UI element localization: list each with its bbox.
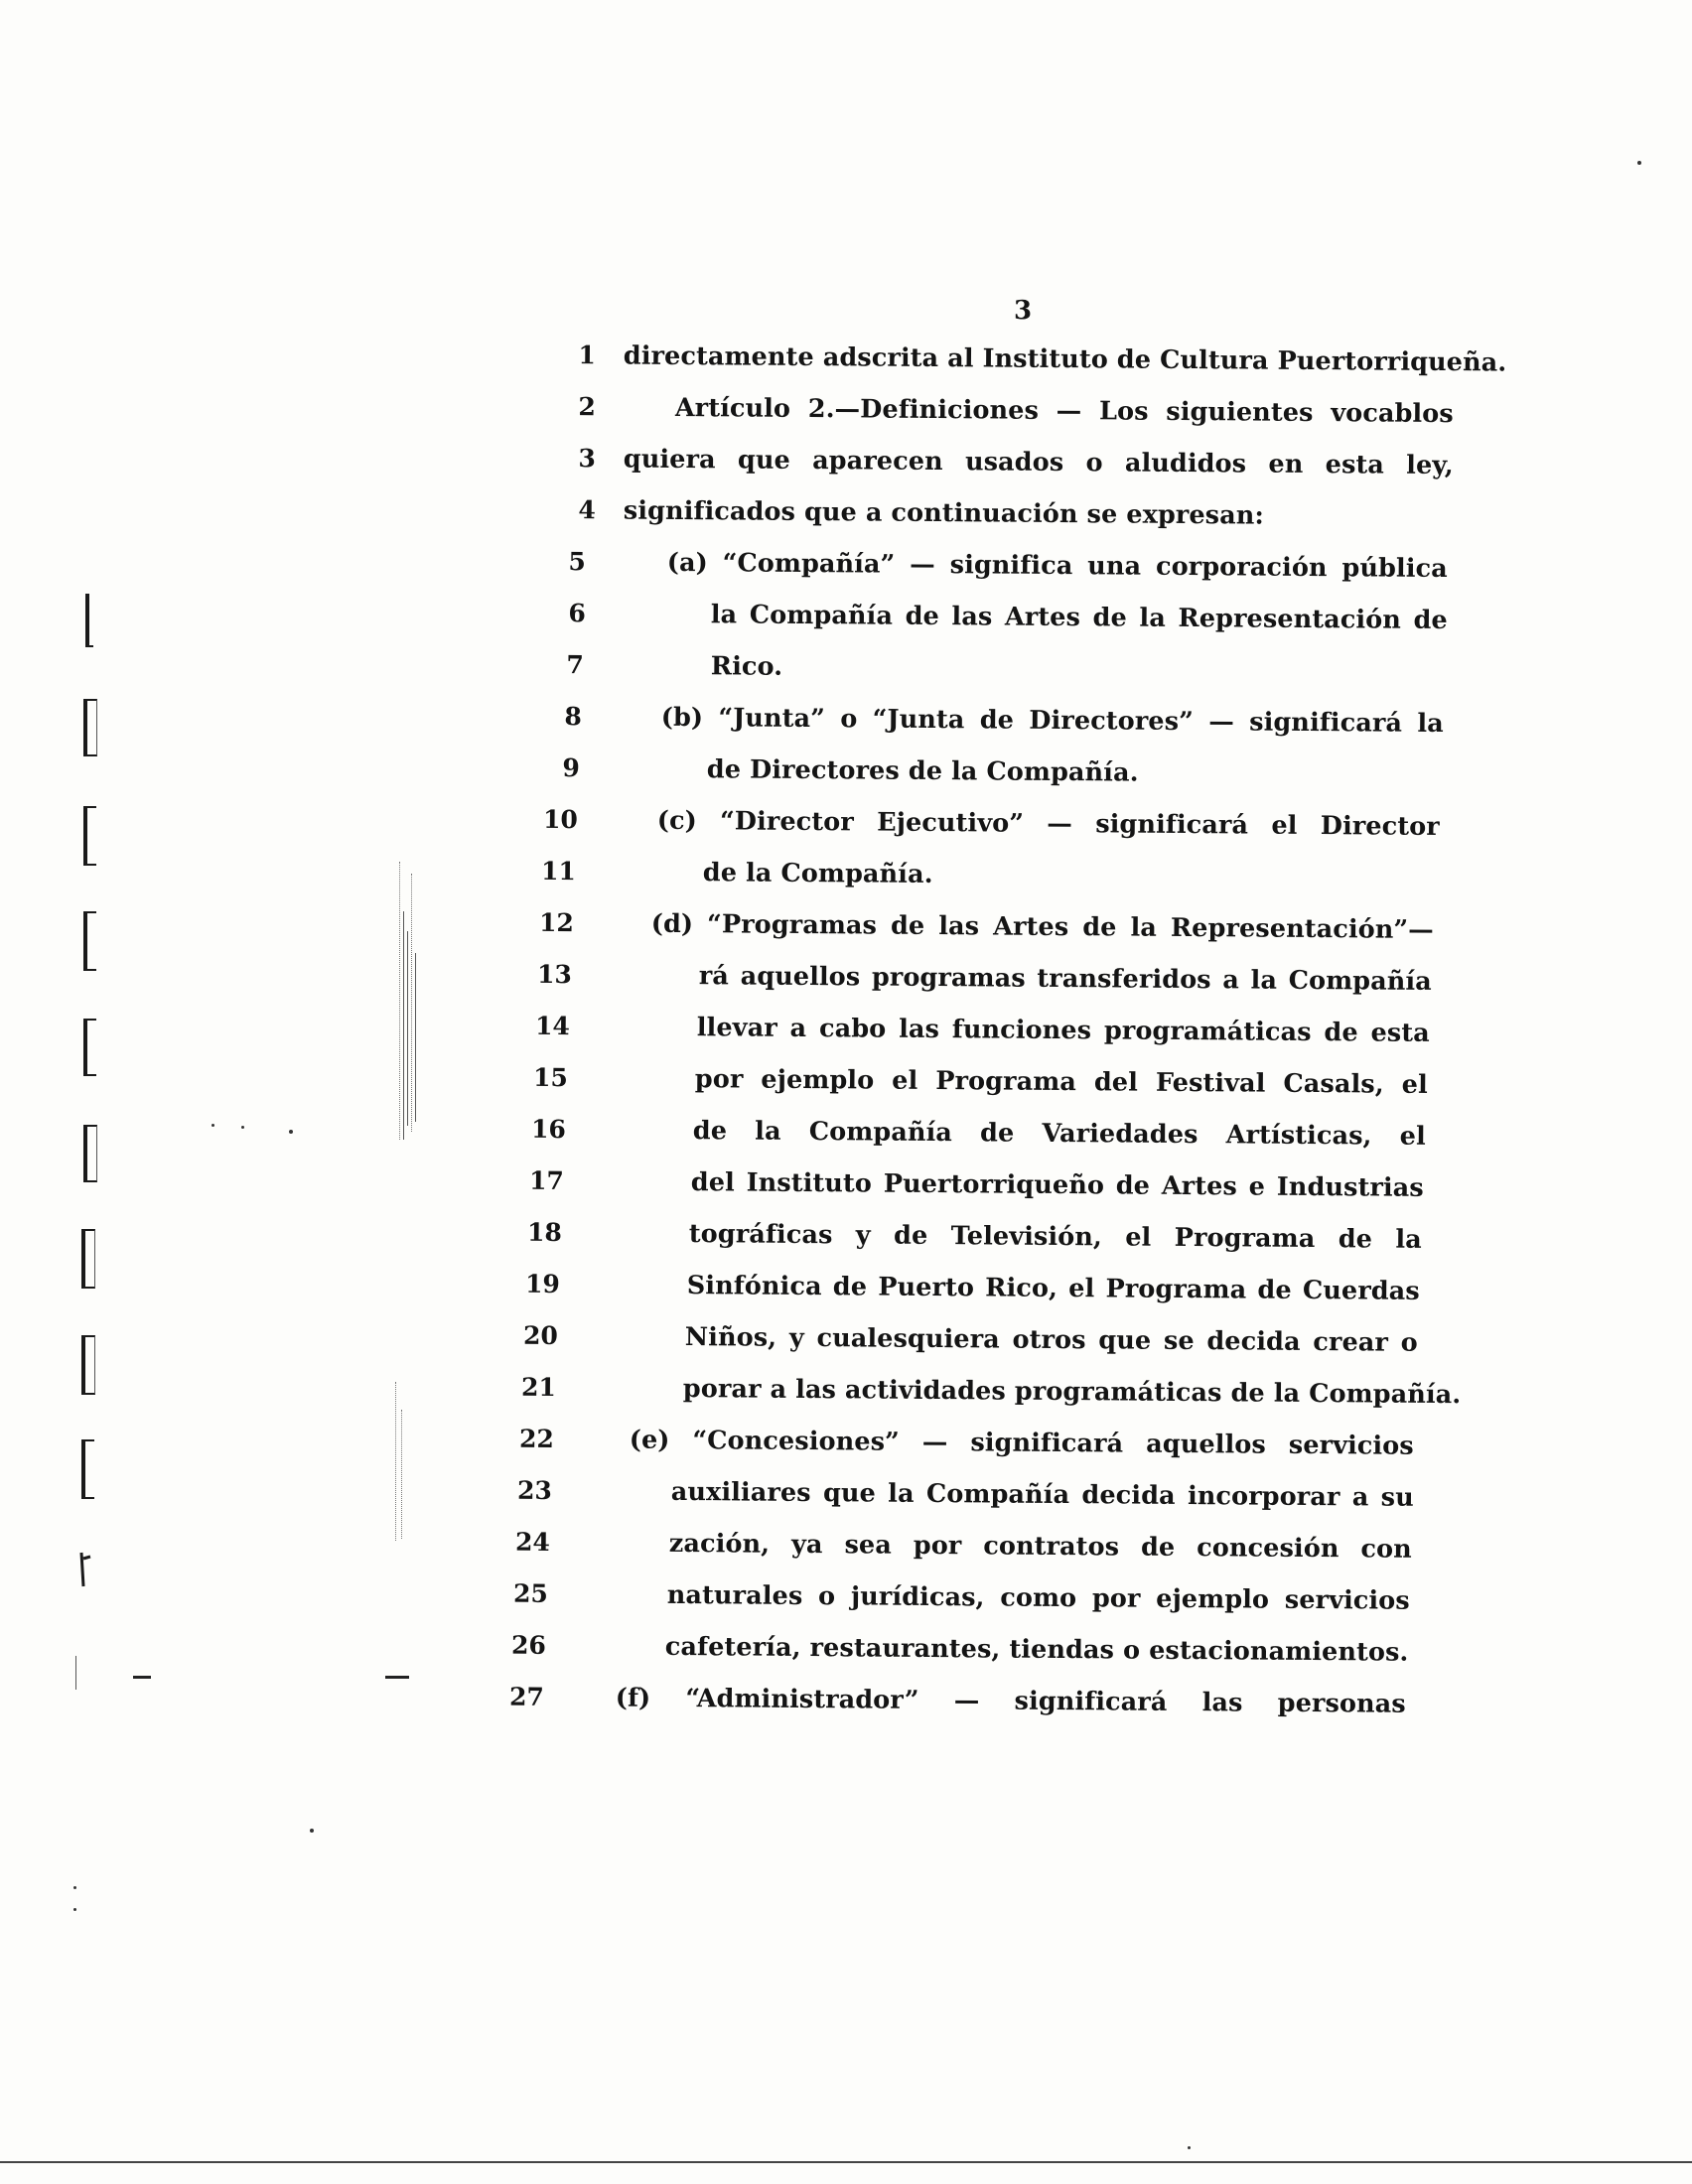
speck xyxy=(289,1130,293,1134)
line-number: 24 xyxy=(514,1527,550,1557)
line-number: 23 xyxy=(516,1475,552,1505)
line-number: 5 xyxy=(568,547,586,577)
line-text: de Directores de la Compañía. xyxy=(706,754,1139,788)
line-number: 16 xyxy=(530,1114,566,1145)
line-text: quiera que aparecen usados o aludidos en esta ley, xyxy=(623,444,1454,481)
scan-line xyxy=(401,1410,403,1539)
line-text: Sinfónica de Puerto Rico, el Programa de Cuerdas xyxy=(686,1271,1420,1306)
line-text: por ejemplo el Programa del Festival Casals, el xyxy=(694,1064,1428,1100)
line-number: 7 xyxy=(566,650,584,680)
margin-mark xyxy=(83,911,96,971)
margin-mark xyxy=(385,1676,409,1679)
scan-line xyxy=(399,862,401,1140)
line-number: 21 xyxy=(520,1372,556,1402)
line-text: Artículo 2.—Definiciones — Los siguientes vocablos xyxy=(674,392,1454,430)
line-number: 13 xyxy=(536,959,572,990)
margin-mark xyxy=(85,594,93,647)
line-number: 25 xyxy=(512,1578,548,1608)
line-number: 15 xyxy=(532,1062,568,1093)
scan-line xyxy=(395,1382,397,1541)
margin-mark xyxy=(83,699,97,756)
line-number: 11 xyxy=(540,856,576,887)
line-text: Rico. xyxy=(710,651,783,682)
line-number: 18 xyxy=(526,1217,562,1248)
line-text: porar a las actividades programáticas de la Compañía. xyxy=(682,1374,1462,1411)
margin-mark xyxy=(83,1125,97,1182)
margin-mark xyxy=(83,1019,96,1076)
line-text: (f) “Administrador” — significará las personas xyxy=(615,1683,1406,1719)
line-text: cafetería, restaurantes, tiendas o estacionamientos. xyxy=(664,1631,1409,1668)
line-text: Niños, y cualesquiera otros que se decida crear o xyxy=(684,1322,1418,1358)
speck xyxy=(73,1908,76,1911)
line-text: (c) “Director Ejecutivo” — significará el Director xyxy=(656,805,1440,842)
line-number: 4 xyxy=(578,495,596,525)
line-number: 10 xyxy=(542,804,578,835)
line-number: 3 xyxy=(578,444,596,474)
line-text: zación, ya sea por contratos de concesión con xyxy=(668,1528,1412,1565)
speck xyxy=(310,1829,314,1833)
line-number: 14 xyxy=(534,1011,570,1041)
line-number: 1 xyxy=(578,341,596,370)
line-text: (b) “Junta” o “Junta de Directores” — significará la xyxy=(660,702,1444,740)
line-number: 8 xyxy=(564,702,582,732)
margin-mark xyxy=(81,1439,94,1499)
line-text: llevar a cabo las funciones programáticas de esta xyxy=(696,1013,1430,1048)
speck xyxy=(1188,2146,1191,2149)
line-text: directamente adscrita al Instituto de Cultura Puertorriqueña. xyxy=(623,341,1507,378)
scan-line xyxy=(415,953,417,1122)
scan-line xyxy=(411,874,413,1132)
line-text: (d) “Programas de las Artes de la Representación”— xyxy=(650,908,1434,945)
line-text: del Instituto Puertorriqueño de Artes e Industrias xyxy=(690,1167,1424,1203)
line-number: 26 xyxy=(510,1630,546,1660)
line-text: rá aquellos programas transferidos a la Compañía xyxy=(698,961,1432,997)
margin-mark xyxy=(83,806,96,866)
page-number: 3 xyxy=(1013,296,1033,326)
line-number: 17 xyxy=(528,1165,564,1196)
speck xyxy=(1637,161,1641,165)
line-number: 9 xyxy=(562,753,580,783)
line-text: la Compañía de las Artes de la Representación de xyxy=(710,600,1448,636)
line-text: de la Compañía. xyxy=(702,858,933,889)
margin-mark xyxy=(75,1656,77,1690)
margin-mark xyxy=(133,1676,151,1679)
line-number: 20 xyxy=(522,1320,558,1351)
scan-line xyxy=(407,931,409,1126)
line-text: (a) “Compañía” — significa una corporación pública xyxy=(666,547,1448,585)
line-number: 12 xyxy=(538,907,574,938)
line-text: tográficas y de Televisión, el Programa de la xyxy=(688,1219,1422,1255)
line-number: 2 xyxy=(578,392,596,422)
line-text: significados que a continuación se expresan: xyxy=(623,495,1265,531)
line-text: auxiliares que la Compañía decida incorporar a su xyxy=(670,1476,1414,1513)
line-number: 6 xyxy=(568,599,586,628)
line-text: (e) “Concesiones” — significará aquellos servicios xyxy=(629,1425,1414,1461)
margin-mark xyxy=(81,1229,95,1289)
speck xyxy=(241,1126,244,1129)
line-number: 19 xyxy=(524,1269,560,1299)
line-text: naturales o jurídicas, como por ejemplo servicios xyxy=(666,1579,1410,1616)
bottom-scan-edge xyxy=(0,2161,1692,2163)
line-number: 22 xyxy=(518,1424,554,1453)
margin-mark xyxy=(81,1335,95,1395)
speck xyxy=(73,1886,76,1889)
line-number: 27 xyxy=(508,1682,544,1711)
speck xyxy=(212,1124,214,1127)
line-text: de la Compañía de Variedades Artísticas, el xyxy=(692,1116,1426,1152)
margin-mark xyxy=(77,1551,93,1590)
scan-line xyxy=(403,911,405,1140)
